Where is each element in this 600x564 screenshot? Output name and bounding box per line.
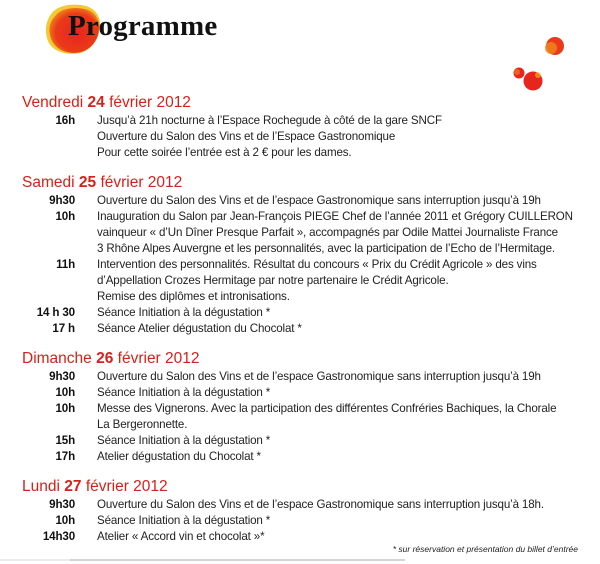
day-heading: [22, 349, 592, 369]
entry-time: 10h: [55, 514, 75, 527]
entry-time: 10h: [55, 210, 75, 223]
entry-time: 9h30: [49, 370, 75, 383]
description-line: Ouverture du Salon des Vins et de l’Espace Gastronomique: [97, 130, 396, 143]
day-name: Lundi: [22, 478, 60, 495]
entry-description: [97, 433, 592, 449]
footnote: * sur réservation et présentation du billet d’entrée: [392, 544, 578, 554]
entry-time: 14 h 30: [36, 306, 75, 319]
schedule-entry: [22, 433, 592, 449]
month-year: février 2012: [100, 174, 183, 191]
description-line: Séance Initiation à la dégustation *: [97, 306, 271, 319]
entry-description: [97, 529, 592, 545]
program-schedule: [22, 93, 592, 548]
schedule-entry: [22, 193, 592, 209]
month-year: février 2012: [117, 350, 200, 367]
description-line: Atelier « Accord vin et chocolat »*: [97, 530, 265, 543]
description-line: Ouverture du Salon des Vins et de l’espace Gastronomique sans interruption jusqu’à 18h.: [97, 498, 544, 511]
day-name: Samedi: [22, 174, 75, 191]
entry-description: [97, 497, 592, 513]
entry-description: [97, 513, 592, 529]
day-number: 26: [96, 350, 114, 367]
entry-time: 9h30: [49, 498, 75, 511]
red-dots-decoration-icon: [505, 35, 575, 95]
description-line: Ouverture du Salon des Vins et de l’espace Gastronomique sans interruption jusqu’à 19h: [97, 370, 541, 383]
month-year: février 2012: [85, 478, 168, 495]
entry-time: 10h: [55, 402, 75, 415]
bottom-divider-fade: [0, 559, 70, 561]
schedule-entry: [22, 529, 592, 545]
description-line: Inauguration du Salon par Jean-François PIEGE Chef de l’année 2011 et Grégory CUILLERON: [97, 210, 573, 223]
description-line: Ouverture du Salon des Vins et de l’espace Gastronomique sans interruption jusqu’à 19h: [97, 194, 541, 207]
description-line: Séance Initiation à la dégustation *: [97, 386, 271, 399]
schedule-entry: [22, 497, 592, 513]
description-line: Séance Initiation à la dégustation *: [97, 434, 271, 447]
description-line: Jusqu’à 21h nocturne à l’Espace Rochegude à côté de la gare SNCF: [97, 114, 442, 127]
entry-time: 17 h: [52, 322, 75, 335]
entry-description: [97, 385, 592, 401]
day-section-lundi: [22, 477, 592, 545]
month-year: février 2012: [109, 94, 191, 111]
entry-description: [97, 193, 592, 209]
description-line: Atelier dégustation du Chocolat *: [97, 450, 261, 463]
page-title: Programme: [68, 10, 218, 42]
entry-description: [97, 401, 592, 433]
entry-description: [97, 449, 592, 465]
description-line: Séance Initiation à la dégustation *: [97, 514, 271, 527]
schedule-entry: [22, 385, 592, 401]
schedule-entry: [22, 209, 592, 257]
schedule-entry: [22, 113, 592, 161]
description-line: 3 Rhône Alpes Auvergne et les personnalités, avec la participation de l’Echo de l’Hermitage.: [97, 242, 555, 255]
day-section-dimanche: [22, 349, 592, 465]
entry-time: 10h: [55, 386, 75, 399]
day-section-vendredi: [22, 93, 592, 161]
description-line: Remise des diplômes et intronisations.: [97, 290, 290, 303]
entry-description: [97, 369, 592, 385]
day-name: Dimanche: [22, 350, 92, 367]
entry-description: [97, 113, 592, 161]
day-heading: [22, 173, 592, 193]
description-line: Pour cette soirée l’entrée est à 2 € pour les dames.: [97, 146, 352, 159]
entry-time: 11h: [56, 258, 75, 271]
day-number: 27: [64, 478, 82, 495]
day-number: 25: [78, 174, 97, 191]
day-number: 24: [87, 94, 105, 111]
entry-time: 16h: [55, 114, 75, 127]
entry-time: 14h30: [42, 530, 75, 543]
schedule-entry: [22, 369, 592, 385]
entry-description: [97, 305, 592, 321]
description-line: La Bergeronnette.: [97, 418, 188, 431]
entry-description: [97, 257, 592, 305]
description-line: vainqueur « d’Un Dîner Presque Parfait », accompagnés par Odile Mattei Journaliste France: [97, 226, 558, 239]
entry-description: [97, 209, 592, 257]
description-line: Messe des Vignerons. Avec la participation des différentes Confréries Bachiques, la Chorale: [97, 402, 557, 415]
schedule-entry: [22, 257, 592, 305]
entry-time: 15h: [55, 434, 75, 447]
schedule-entry: [22, 321, 592, 337]
entry-time: 9h30: [49, 194, 75, 207]
entry-description: [97, 321, 592, 337]
day-name: Vendredi: [22, 94, 84, 111]
schedule-entry: [22, 401, 592, 433]
description-line: d’Appellation Crozes Hermitage par notre partenaire le Crédit Agricole.: [97, 274, 449, 287]
day-heading: [22, 477, 592, 497]
day-heading: [22, 93, 592, 113]
schedule-entry: [22, 305, 592, 321]
schedule-entry: [22, 513, 592, 529]
description-line: Séance Atelier dégustation du Chocolat *: [97, 322, 302, 335]
entry-time: 17h: [55, 450, 75, 463]
schedule-entry: [22, 449, 592, 465]
day-section-samedi: [22, 173, 592, 337]
description-line: Intervention des personnalités. Résultat du concours « Prix du Crédit Agricole » des vins: [97, 258, 537, 271]
